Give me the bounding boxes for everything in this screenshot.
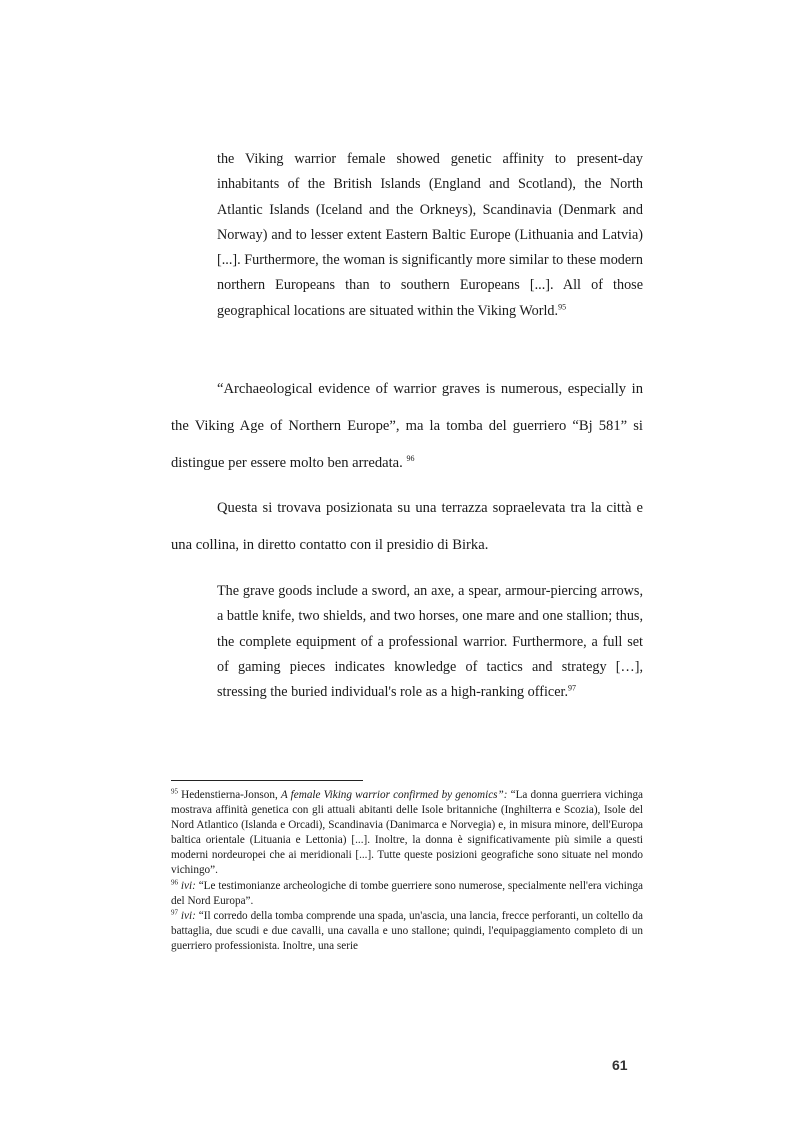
footnote-number: 97 [171,908,178,917]
footnote-title: A female Viking warrior confirmed by genomics”: [280,789,508,801]
footnote-ref-96[interactable]: 96 [406,454,415,464]
footnote-text: “La donna guerriera vichinga mostrava affinità genetica con gli attuali abitanti delle Isole britanniche (Inghilterra e Scozia), Isole del Nord Atlantico (Islanda e Orcadi), Scandinavia (Danimarca e Norvegia) e, in misura minore, dell'Europa baltica orientale (Lituania e Lettonia) [...]. Inoltre, la donna è significativamente più simile a questi moderni nordeuropei che ai meridionali [...]. Tutte queste posizioni geografiche sono situate nel mondo vichingo”. [171,789,644,877]
footnote-95 [171,788,643,879]
footnote-ibid: ivi: [180,909,196,922]
footnote-text: “Il corredo della tomba comprende una spada, un'ascia, una lancia, frecce perforanti, un coltello da battaglia, due scudi e due cavalli, una cavalla e uno stallone; quindi, l'equipaggiamento completo di un guerriero professionista. Inoltre, una serie [171,909,643,952]
footnote-text: “Le testimonianze archeologiche di tombe guerriere sono numerose, specialmente nell'era vichinga del Nord Europa”. [171,879,644,907]
footnote-96 [171,879,643,909]
footnotes-section [171,788,643,954]
block-quote-1 [217,147,643,324]
page-number: 61 [612,1057,628,1073]
paragraph-1 [171,371,643,482]
footnote-author: Hedenstierna-Jonson, [181,789,278,801]
footnote-ibid: ivi: [180,879,196,892]
footnote-number: 96 [171,877,178,886]
footnote-97 [171,909,643,954]
paragraph-2 [171,490,643,564]
block-quote-1-text: the Viking warrior female showed genetic affinity to present-day inhabitants of the British Islands (England and Scotland), the North Atlantic Islands (Iceland and the Orkneys), Scandinavia (Denmark and Norway) and to lesser extent Eastern Baltic Europe (Lithuania and Latvia) [...]. Furthermore, the woman is significantly more similar to these modern northern Europeans than to southern Europeans [...]. All of those geographical locations are situated within the Viking World. [217,151,643,319]
footnote-ref-95[interactable]: 95 [558,302,567,312]
footnote-number: 95 [171,787,178,796]
block-quote-2 [217,579,643,705]
paragraph-2-text: Questa si trovava posizionata su una terrazza sopraelevata tra la città e una collina, in diretto contatto con il presidio di Birka. [171,500,643,553]
block-quote-2-text: The grave goods include a sword, an axe, a spear, armour-piercing arrows, a battle knife, two shields, and two horses, one mare and one stallion; thus, the complete equipment of a professional warrior. Furthermore, a full set of gaming pieces indicates knowledge of tactics and strategy […], stressing the buried individual's role as a high-ranking officer. [217,583,643,701]
paragraph-1-text: “Archaeological evidence of warrior graves is numerous, especially in the Viking Age of Northern Europe”, ma la tomba del guerriero “Bj 581” si distingue per essere molto ben arredata. [171,381,643,471]
footnote-ref-97[interactable]: 97 [568,683,576,693]
footnote-separator [171,780,363,781]
